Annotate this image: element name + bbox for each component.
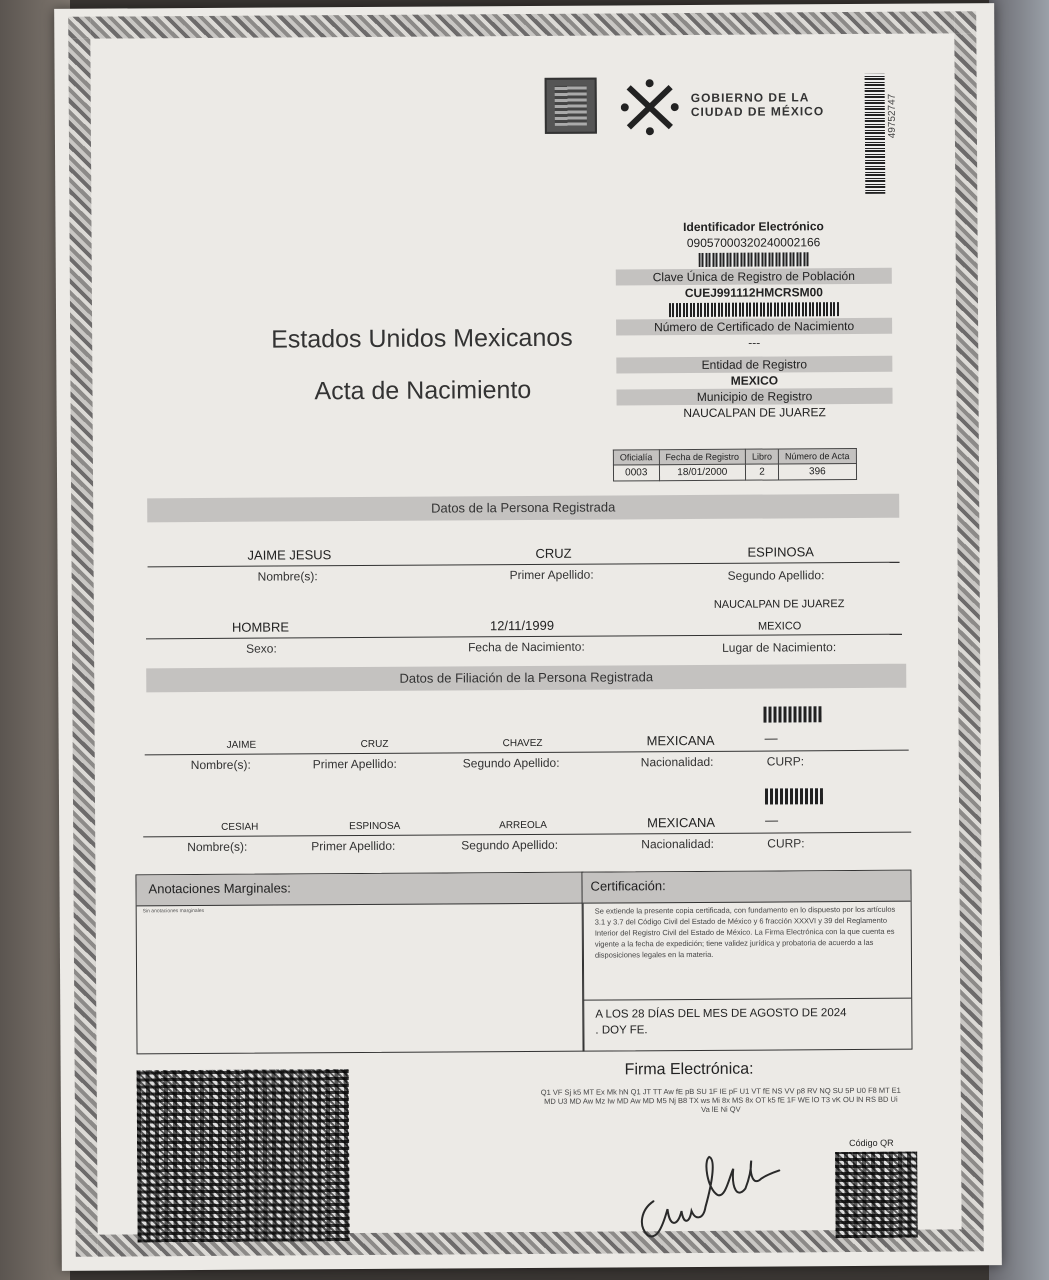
persona-segundo-apellido: ESPINOSA [747,544,814,560]
cert-date-line2: . DOY FE. [595,1024,648,1037]
madre-segundo-apellido: ARREOLA [499,819,547,832]
persona-section-header: Datos de la Persona Registrada [147,494,899,523]
registration-panel [615,218,892,422]
curp-value: CUEJ991112HMCRSM00 [684,285,823,301]
signature-icon [633,1148,784,1245]
coat-of-arms-icon [545,78,597,134]
registry-table [613,448,857,481]
curp-barcode [669,302,839,317]
madre-lbl-curp: CURP: [767,836,805,851]
side-number: 49752747 [886,93,898,139]
cert-value: --- [748,335,761,350]
lbl-fecha-nacimiento: Fecha de Nacimiento: [468,639,585,655]
cdmx-logo-icon [621,77,679,137]
country-title: Estados Unidos Mexicanos [271,323,573,354]
madre-nacionalidad: MEXICANA [647,814,716,831]
id-value: 09057000320240002166 [686,235,821,251]
gov-line1: GOBIERNO DE LA [690,90,810,105]
padre-segundo-apellido: CHAVEZ [502,737,543,750]
vertical-barcode [865,74,886,194]
entidad-label: Entidad de Registro [616,356,892,374]
anotaciones-box [135,872,584,1055]
lbl-nombre: Nombre(s): [257,569,318,584]
gov-line2: CIUDAD DE MÉXICO [690,104,825,119]
padre-nombre: JAIME [226,739,257,751]
td-oficialia: 0003 [613,465,659,481]
government-name [691,90,825,119]
filiacion-section-header: Datos de Filiación de la Persona Registrada [146,664,906,693]
madre-curp: — [765,812,779,828]
persona-primer-apellido: CRUZ [535,545,572,561]
firma-code: Q1 VF Sj k5 MT Ex Mk hN Q1 JT TT Aw fE pB SU 1F IE pF U1 VT fE NS VV p8 RV NQ SU 5P U0 F8 MT E1 MD U3 MD Aw Mz Iw MD Aw MD M5 Nj B8 TX ws Mi 8x MS 8x OT k5 fE 1F WE lO T3 vK OU lN RS BD Ui Va lE Ni QV [540,1085,901,1114]
madre-lbl-nacionalidad: Nacionalidad: [641,836,715,852]
madre-lbl-primer: Primer Apellido: [311,838,396,854]
firma-title: Firma Electrónica: [624,1060,754,1079]
padre-curp-barcode [763,706,821,722]
anotaciones-small: Sin anotaciones marginales [142,907,205,915]
madre-curp-barcode [765,788,823,804]
lbl-primer-apellido: Primer Apellido: [509,567,594,583]
padre-lbl-nacionalidad: Nacionalidad: [640,754,714,770]
persona-fecha-nacimiento: 12/11/1999 [489,617,555,634]
th-numero-acta: Número de Acta [778,448,856,463]
id-label: Identificador Electrónico [683,219,824,235]
large-qr-code [137,1069,350,1242]
padre-nacionalidad: MEXICANA [646,732,715,749]
madre-lbl-segundo: Segundo Apellido: [461,837,559,853]
municipio-value: NAUCALPAN DE JUAREZ [683,405,826,421]
lbl-lugar-nacimiento: Lugar de Nacimiento: [722,640,837,655]
certificacion-text: Se extiende la presente copia certificada, con fundamento en lo dispuesto por los artículos 3.1 y 3.7 del Código Civil del Estado de México y 6 fracción XXXVI y 39 del Reglamento Interior del Registro Civil del Estado de México. La Firma Electrónica con la que cuenta es vigente a la fecha de expedición; tiene validez jurídica y probatoria de acuerdo a las disposiciones legales en la materia. [583,902,912,1001]
madre-nombre: CESIAH [221,821,259,833]
birth-certificate-sheet [54,3,1002,1271]
id-barcode [699,252,809,267]
madre-primer-apellido: ESPINOSA [349,820,401,833]
th-libro: Libro [745,449,778,464]
anotaciones-title: Anotaciones Marginales: [136,873,582,907]
certificacion-title: Certificación: [582,871,910,904]
certificacion-date [583,999,911,1045]
lugar-line1: NAUCALPAN DE JUAREZ [713,598,845,611]
cert-date-line1: A LOS 28 DÍAS DEL MES DE AGOSTO DE 2024 [595,1007,847,1021]
lugar-line2: MEXICO [757,620,802,633]
certificacion-box [581,870,912,1052]
document-title: Acta de Nacimiento [314,375,532,406]
td-libro: 2 [746,464,779,480]
padre-lbl-segundo: Segundo Apellido: [462,755,560,771]
municipio-label: Municipio de Registro [616,388,892,406]
lbl-segundo-apellido: Segundo Apellido: [727,568,825,583]
td-fecha-registro: 18/01/2000 [659,464,746,481]
padre-curp: — [764,730,778,746]
padre-primer-apellido: CRUZ [360,738,389,751]
persona-nombre: JAIME JESUS [247,547,332,563]
persona-sexo: HOMBRE [231,619,290,635]
madre-lbl-nombre: Nombre(s): [187,839,248,855]
th-fecha-registro: Fecha de Registro [659,449,746,465]
small-qr-code [835,1152,918,1238]
th-oficialia: Oficialía [613,450,659,465]
padre-lbl-primer: Primer Apellido: [312,756,397,772]
padre-lbl-nombre: Nombre(s): [190,757,251,773]
qr-label: Código QR [849,1137,894,1149]
curp-label: Clave Única de Registro de Población [616,268,892,286]
lbl-sexo: Sexo: [246,641,277,656]
td-numero-acta: 396 [779,463,857,479]
cert-label: Número de Certificado de Nacimiento [616,318,892,336]
entidad-value: MEXICO [730,373,779,388]
padre-lbl-curp: CURP: [766,754,805,769]
